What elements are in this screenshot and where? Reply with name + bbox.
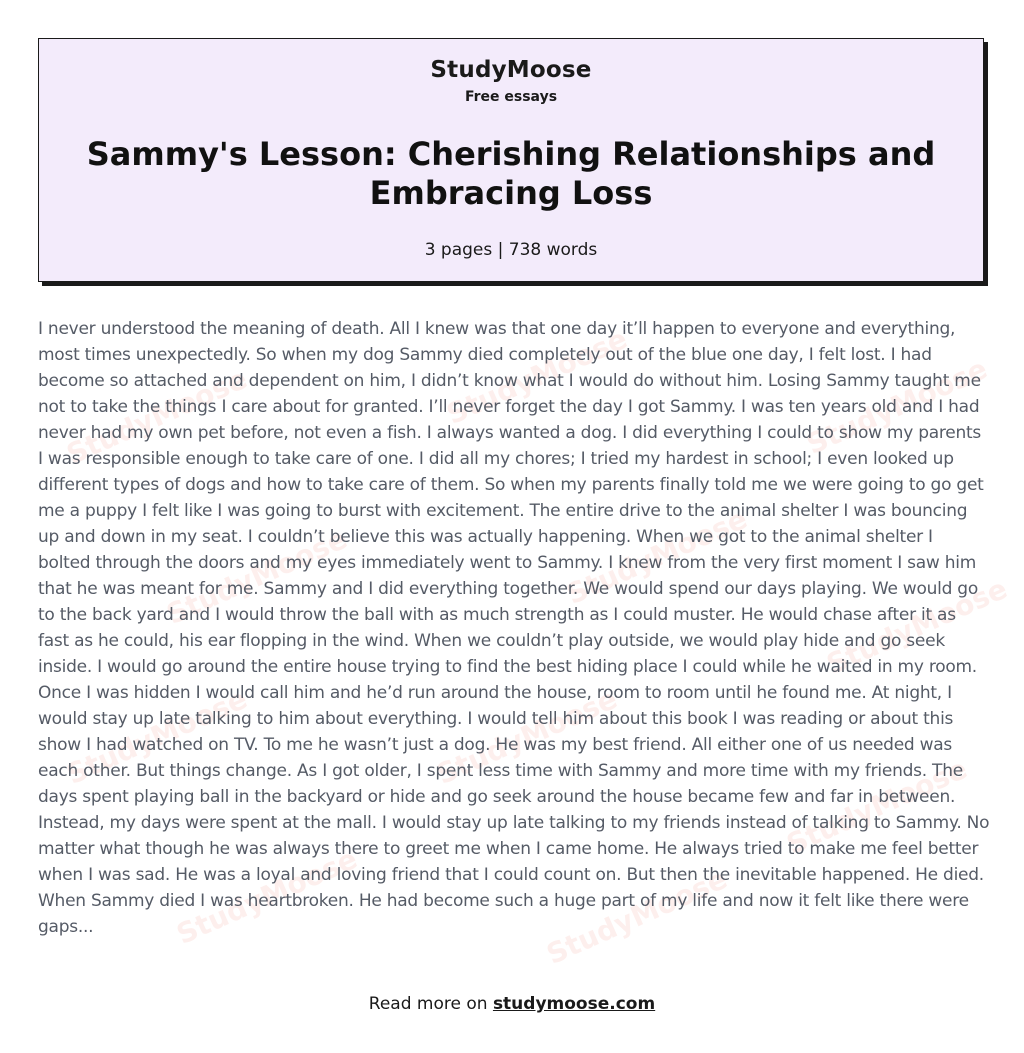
brand-logo[interactable]: StudyMoose [430,57,592,83]
watermark: StudyMoose [61,682,253,791]
read-more-prefix: Read more on [368,994,488,1014]
watermark: StudyMoose [541,862,733,971]
watermark: StudyMoose [431,682,623,791]
essay-body: I never understood the meaning of death. All I knew was that one day it’ll happen to everyone and everything, most times unexpectedly. So when my dog Sammy died completely out of the blue one day, I felt lost. I had become so attached and dependent on him, I didn’t know what I would do without him. Losing Sammy taught me not to take the things I care about for granted. I’ll never forget the day I got Sammy. I was ten years old and I had never had my own pet before, not even a fish. I always wanted a dog. I did everything I could to show my parents I was responsible enough to take care of one. I did all my chores; I tried my hardest in school; I even looked up different types of dogs and how to take care of them. So when my parents finally told me we were going to go get me a puppy I felt like I was going to burst with excitement. The entire drive to the animal shelter I was bouncing up and down in my seat. I couldn’t believe this was actually happening. When we got to the animal shelter I bolted through the doors and my eyes immediately went to Sammy. I knew from the very first moment I saw him that he was meant for me. Sammy and I did everything together. We would spend our days playing. We would go to the back yard and I would throw the ball with as much strength as I could muster. He would chase after it as fast as he could, his ear flopping in the wind. When we couldn’t play outside, we would play hide and go seek inside. I would go around the entire house trying to find the best hiding place I could while he waited in my room. Once I was hidden I would call him and he’d run around the house, room to room until he found me. At night, I would stay up late talking to him about everything. I would tell him about this book I was reading or about this show I had watched on TV. To me he wasn’t just a dog. He was my best friend. All either one of us needed was each other. But things change. As I got older, I spent less time with Sammy and more time with my friends. The days spent playing ball in the backyard or hide and go seek around the house became few and far in between. Instead, my days were spent at the mall. I would stay up late talking to my friends instead of talking to Sammy. No matter what though he was always there to greet me when I came home. He always tried to make me feel better when I was sad. He was a loyal and loving friend that I could count on. But then the inevitable happened. He died. When Sammy died I was heartbroken. He had become such a huge part of my life and now it felt like there were gaps... [38,319,990,937]
watermark: StudyMoose [171,842,363,951]
watermark: StudyMoose [61,362,253,471]
brand-tagline: Free essays [464,89,558,105]
studymoose-link[interactable]: studymoose.com [492,994,656,1014]
watermark: StudyMoose [801,352,993,461]
watermark: StudyMoose [161,522,353,631]
watermark: StudyMoose [441,322,633,431]
essay-meta: 3 pages | 738 words [424,240,598,260]
essay-header-card [38,38,984,282]
watermark: StudyMoose [781,752,973,861]
essay-title: Sammy's Lesson: Cherishing Relationships and Embracing Loss [86,135,936,212]
watermark: StudyMoose [821,572,1013,681]
read-more-footer [0,994,1024,1014]
watermark: StudyMoose [561,502,753,611]
